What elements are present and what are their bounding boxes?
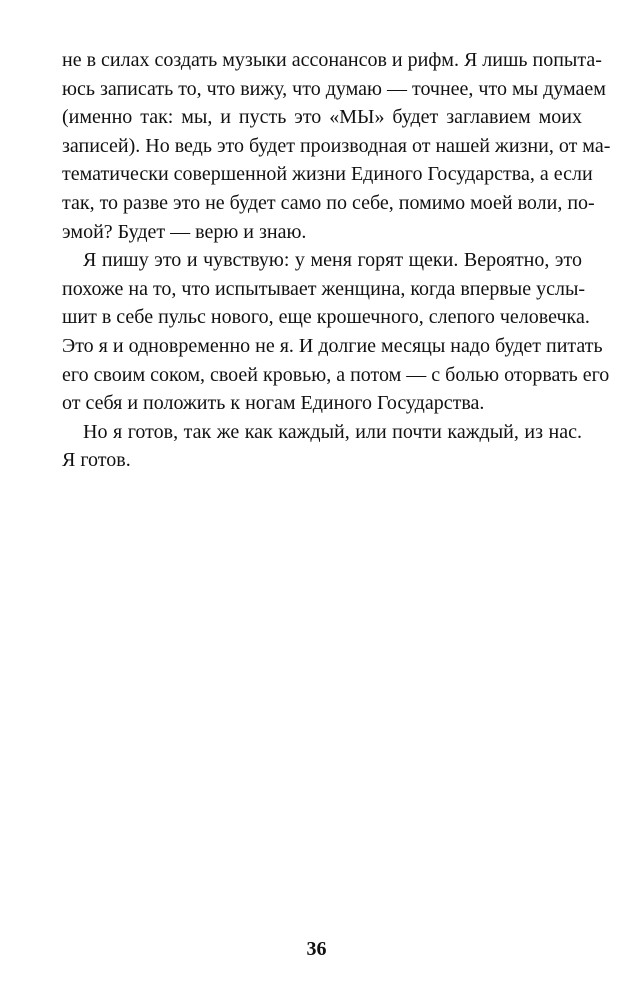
- paragraph-1: [62, 46, 611, 246]
- text-line: эмой? Будет — верю и знаю.: [62, 220, 307, 243]
- text-line: записей). Но ведь это будет производная от нашей жизни, от ма-: [62, 134, 611, 157]
- text-line: его своим соком, своей кровью, а потом — с болью оторвать его: [62, 363, 610, 386]
- text-line: Но я готов, так же как каждый, или почти каждый, из нас.: [83, 420, 582, 443]
- text-line: тематически совершенной жизни Единого Государства, а если: [62, 163, 593, 186]
- text-line: Это я и одновременно не я. И долгие месяцы надо будет питать: [62, 334, 603, 357]
- text-line: от себя и положить к ногам Единого Государства.: [62, 392, 485, 415]
- text-line: не в силах создать музыки ассонансов и рифм. Я лишь попыта-: [62, 49, 602, 71]
- text-line: похоже на то, что испытывает женщина, когда впервые услы-: [62, 277, 586, 300]
- text-line: шит в себе пульс нового, еще крошечного, слепого человечка.: [62, 306, 590, 329]
- page-number: 36: [306, 938, 327, 960]
- text-line: юсь записать то, что вижу, что думаю — точнее, что мы думаем: [62, 77, 606, 100]
- text-line: так, то разве это не будет само по себе, помимо моей воли, по-: [62, 191, 595, 214]
- body-text: [62, 46, 611, 475]
- text-line: Я пишу это и чувствую: у меня горят щеки. Вероятно, это: [83, 249, 582, 272]
- paragraph-2: [62, 246, 610, 418]
- paragraph-3: [62, 418, 582, 475]
- text-line: Я готов.: [62, 449, 131, 472]
- text-line: (именно так: мы, и пусть это «МЫ» будет заглавием моих: [62, 106, 582, 129]
